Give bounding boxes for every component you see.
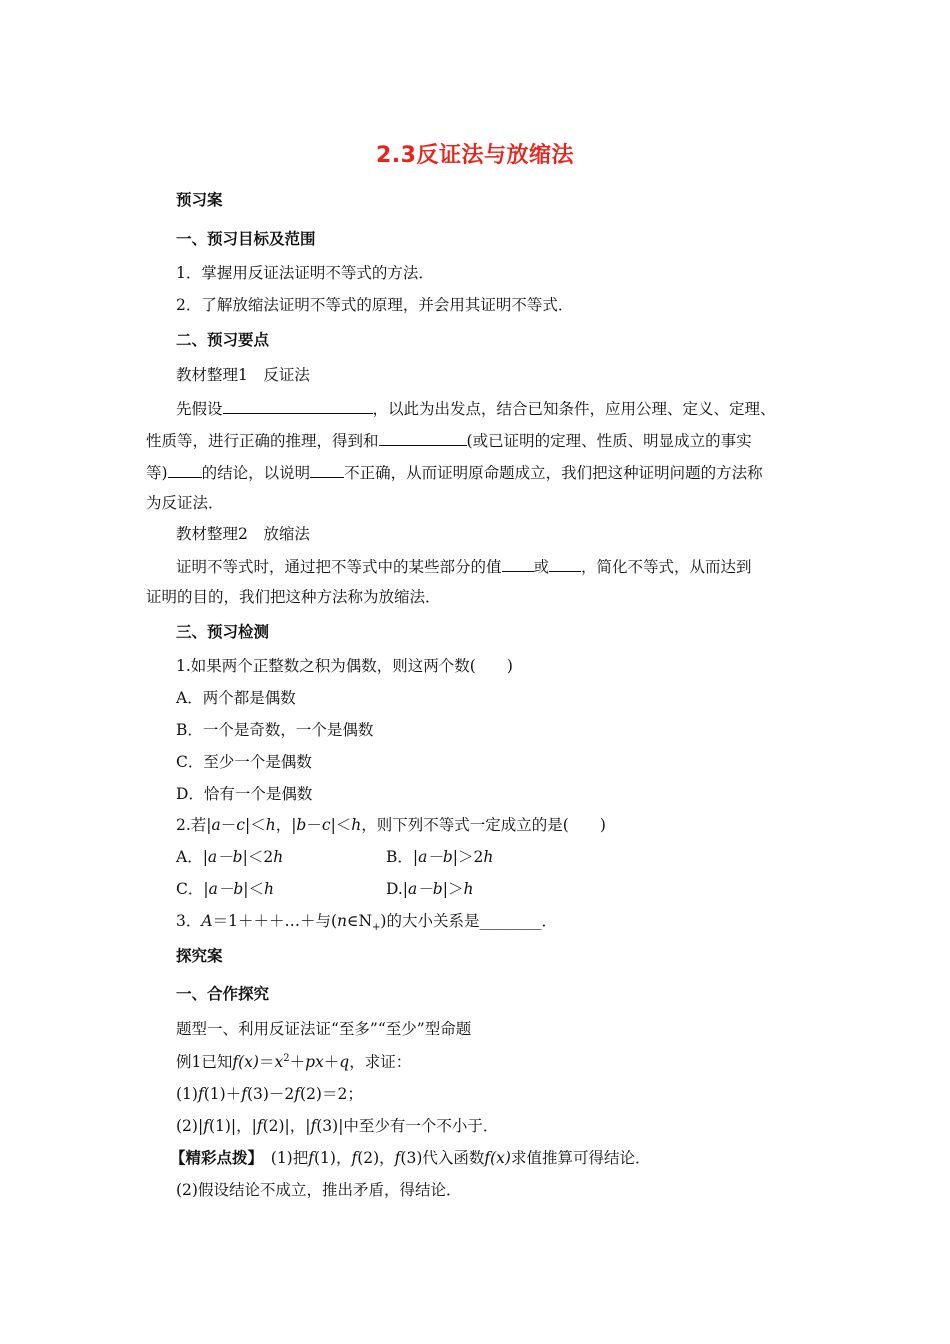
answer-blank[interactable]: [168, 461, 202, 478]
hint-label: 【精彩点拨】: [170, 1149, 256, 1167]
answer-blank[interactable]: [549, 555, 581, 572]
preview-heading: 预习案: [176, 191, 223, 209]
page-title: 2.3反证法与放缩法: [376, 143, 574, 168]
q1-option-a: A．两个都是偶数: [176, 689, 296, 707]
material-1-heading: 教材整理1 反证法: [176, 366, 310, 384]
material-2-line-1: 证明不等式时，通过把不等式中的某些部分的值 或 ，简化不等式，从而达到: [176, 555, 752, 577]
explore-section-1-heading: 一、合作探究: [176, 985, 270, 1003]
goal-item-2: 2．了解放缩法证明不等式的原理，并会用其证明不等式．: [176, 296, 574, 314]
q1-option-d: D．恰有一个是偶数: [176, 785, 313, 803]
example-1: 例1已知$f(x)=x^2+px+q$，求证：: [176, 1052, 412, 1071]
hint-line-1: 【精彩点拨】 (1)把f(1)，f(2)，f(3)代入函数f(x)求值推算可得结论．: [170, 1149, 651, 1167]
goal-item-1: 1．掌握用反证法证明不等式的方法．: [176, 264, 434, 282]
q1-option-b: B．一个是奇数，一个是偶数: [176, 721, 374, 739]
answer-blank[interactable]: [310, 461, 344, 478]
section-1-heading: 一、预习目标及范围: [176, 230, 316, 248]
section-2-heading: 二、预习要点: [176, 331, 270, 349]
question-1: 1.如果两个正整数之积为偶数，则这两个数( ): [176, 657, 513, 675]
answer-blank[interactable]: [379, 429, 467, 446]
material-1-line-2: 性质等，进行正确的推理，得到和 (或已证明的定理、性质、明显成立的事实: [146, 429, 752, 451]
type-1-heading: 题型一、利用反证法证“至多”“至少”型命题: [176, 1020, 472, 1038]
material-2-line-2: 证明的目的，我们把这种方法称为放缩法．: [146, 588, 441, 606]
q2-option-b: B．|a－b|＞2h: [386, 848, 494, 866]
q2-option-c: C．|a－b|＜h: [176, 880, 274, 898]
q1-option-c: C．至少一个是偶数: [176, 753, 312, 771]
material-1-line-1: 先假设 ，以此为出发点，结合已知条件，应用公理、定义、定理、: [176, 397, 776, 419]
question-2: 2.若|a－c|＜h，|b－c|＜h，则下列不等式一定成立的是( ): [176, 816, 606, 834]
answer-blank[interactable]: [502, 555, 534, 572]
material-1-line-4: 为反证法．: [146, 494, 224, 512]
material-1-line-3: 等) 的结论，以说明 不正确，从而证明原命题成立，我们把这种证明问题的方法称: [146, 461, 763, 483]
answer-blank[interactable]: [223, 397, 373, 414]
q2-option-d: D.|a－b|＞h: [386, 880, 474, 898]
material-2-heading: 教材整理2 放缩法: [176, 525, 310, 543]
q2-option-a: A．|a－b|＜2h: [176, 848, 284, 866]
question-3: 3．A＝1＋＋＋…＋与$(n\in N_+)$的大小关系是________．: [176, 912, 557, 934]
example-1-part-2: (2)|f(1)|，|f(2)|，|f(3)|中至少有一个不小于．: [176, 1117, 499, 1135]
section-3-heading: 三、预习检测: [176, 623, 270, 641]
example-1-part-1: (1)f(1)＋f(3)－2f(2)＝2；: [176, 1085, 363, 1103]
hint-line-2: (2)假设结论不成立，推出矛盾，得结论．: [176, 1181, 462, 1199]
explore-heading: 探究案: [176, 947, 223, 965]
